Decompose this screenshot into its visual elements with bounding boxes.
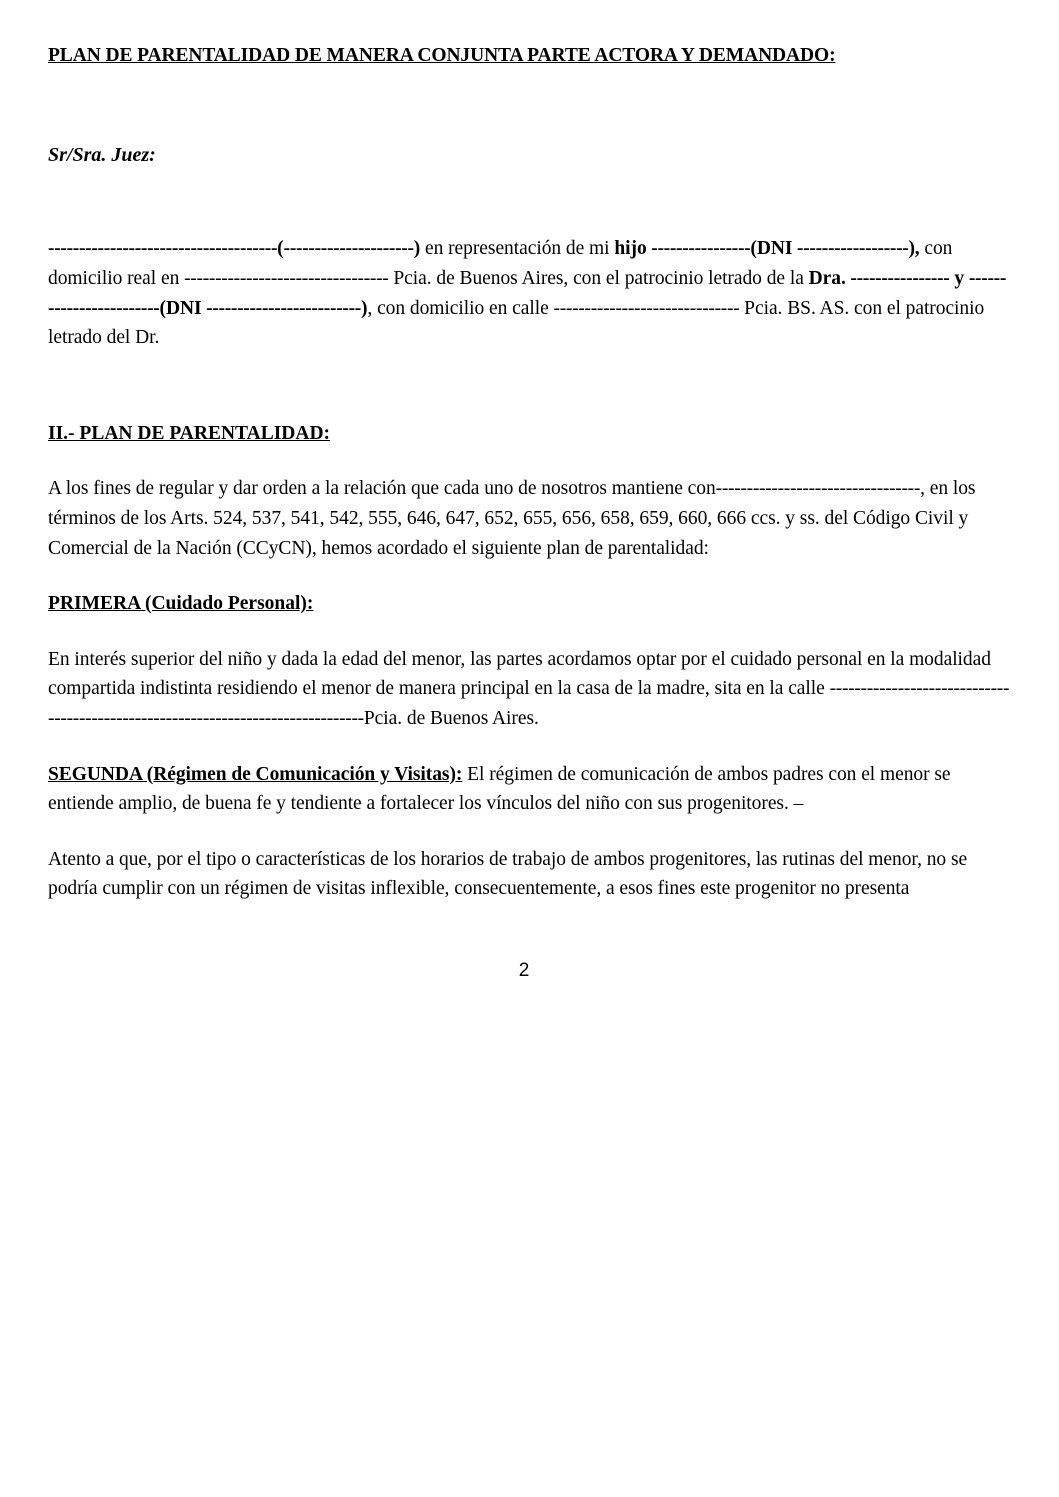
intro-bold-y: y [949, 267, 969, 289]
intro-bold-dni-2: (DNI [159, 297, 202, 319]
intro-paren-open: ( [277, 238, 284, 260]
spacer-after-intro [48, 353, 1010, 419]
intro-bold-hijo: hijo [614, 238, 647, 260]
clause-primera-blank: -------------------------------------------------------------------------------- [48, 678, 1010, 729]
clause-segunda-paragraph-1 [48, 760, 1010, 819]
clause-primera-heading [48, 589, 1010, 619]
spacer-after-salutation [48, 168, 1010, 234]
section-ii-heading [48, 419, 1010, 449]
section-ii-title: PLAN DE PARENTALIDAD: [79, 422, 331, 444]
page-number: 2 [518, 959, 530, 981]
clause-segunda-paragraph-2: Atento a que, por el tipo o características de los horarios de trabajo de ambos progenitores, las rutinas del menor, no se podría cumplir con un régimen de visitas inflexible, consecuentemente, a esos fines este progenitor no presenta [48, 848, 968, 900]
intro-bold-dni-1: (DNI [750, 238, 793, 260]
intro-blank-8: ------------------------ [48, 267, 1007, 319]
intro-blank-9: ------------------------- [201, 297, 361, 319]
intro-paren-close-2: ) [360, 297, 368, 319]
intro-text-1: en representación de mi [420, 238, 615, 260]
salutation: Sr/Sra. Juez: [48, 144, 156, 167]
clause-primera-text-2: Pcia. de Buenos Aires. [363, 707, 539, 729]
intro-paren-close: ) [413, 238, 421, 260]
spacer-before-segunda [48, 734, 1010, 760]
spacer-after-title [48, 68, 1010, 142]
intro-blank-7: ---------------- [845, 267, 950, 289]
clause-primera-paragraph [48, 645, 1010, 734]
spacer-between-segunda-paragraphs [48, 819, 1010, 845]
clause-primera-title: PRIMERA (Cuidado Personal): [48, 593, 314, 615]
intro-blank-6: --------------------------------- [184, 267, 389, 289]
intro-paragraph [48, 234, 1010, 352]
section-ii-par-text-1: A los fines de regular y dar orden a la relación que cada uno de nosotros mantiene con [48, 478, 716, 500]
intro-blank-11: ------ [702, 297, 740, 319]
intro-blank-2: --------------------- [283, 238, 414, 260]
intro-blank-5: -----) [877, 238, 915, 260]
intro-blank-10: ------------------------ [553, 297, 703, 319]
intro-text-5: Pcia. BS. AS. con el patrocinio letrado del Dr. [48, 297, 985, 349]
clause-segunda-heading: SEGUNDA (Régimen de Comunicación y Visitas): [48, 763, 463, 785]
section-ii-par-text-2: , en los términos de los Arts. 524, 537, 541, 542, 555, 646, 647, 652, 655, 656, 658, 659, 660, 666 ccs. y ss. del Código Civil y Comercial de la Nación (CCyCN), hemos acordado el siguiente plan de parentalidad: [48, 478, 976, 559]
intro-text-4: , con domicilio en calle [367, 297, 554, 319]
clause-primera-text-1: En interés superior del niño y dada la edad del menor, las partes acordamos optar por el cuidado personal en la modalidad compartida indistinta residiendo el menor de manera principal en la casa de la madre, sita en la calle [48, 648, 991, 700]
spacer-before-primera-body [48, 619, 1010, 645]
section-ii-paragraph [48, 474, 1010, 563]
intro-comma-1: , [914, 238, 920, 260]
intro-text-2: con domicilio real en [48, 238, 953, 289]
clause-segunda-text-1: El régimen de comunicación de ambos padres con el menor se entiende amplio, de buena fe y tendiente a fortalecer los vínculos del niño con sus progenitores. – [48, 763, 951, 815]
spacer-before-section-ii-body [48, 448, 1010, 474]
intro-bold-dra: Dra. [808, 267, 846, 289]
intro-blank-3: ---------------- [646, 238, 751, 260]
section-ii-number: II.- [48, 422, 80, 444]
document-title: PLAN DE PARENTALIDAD DE MANERA CONJUNTA PARTE ACTORA Y DEMANDADO: [48, 45, 836, 66]
section-ii-par-blank: --------------------------------- [715, 478, 921, 500]
intro-text-3: Pcia. de Buenos Aires, con el patrocinio letrado de la [388, 267, 809, 289]
intro-blank-1: ------------------------------------- [48, 238, 278, 260]
spacer-before-primera [48, 563, 1010, 589]
intro-blank-4: ------------- [792, 238, 878, 260]
